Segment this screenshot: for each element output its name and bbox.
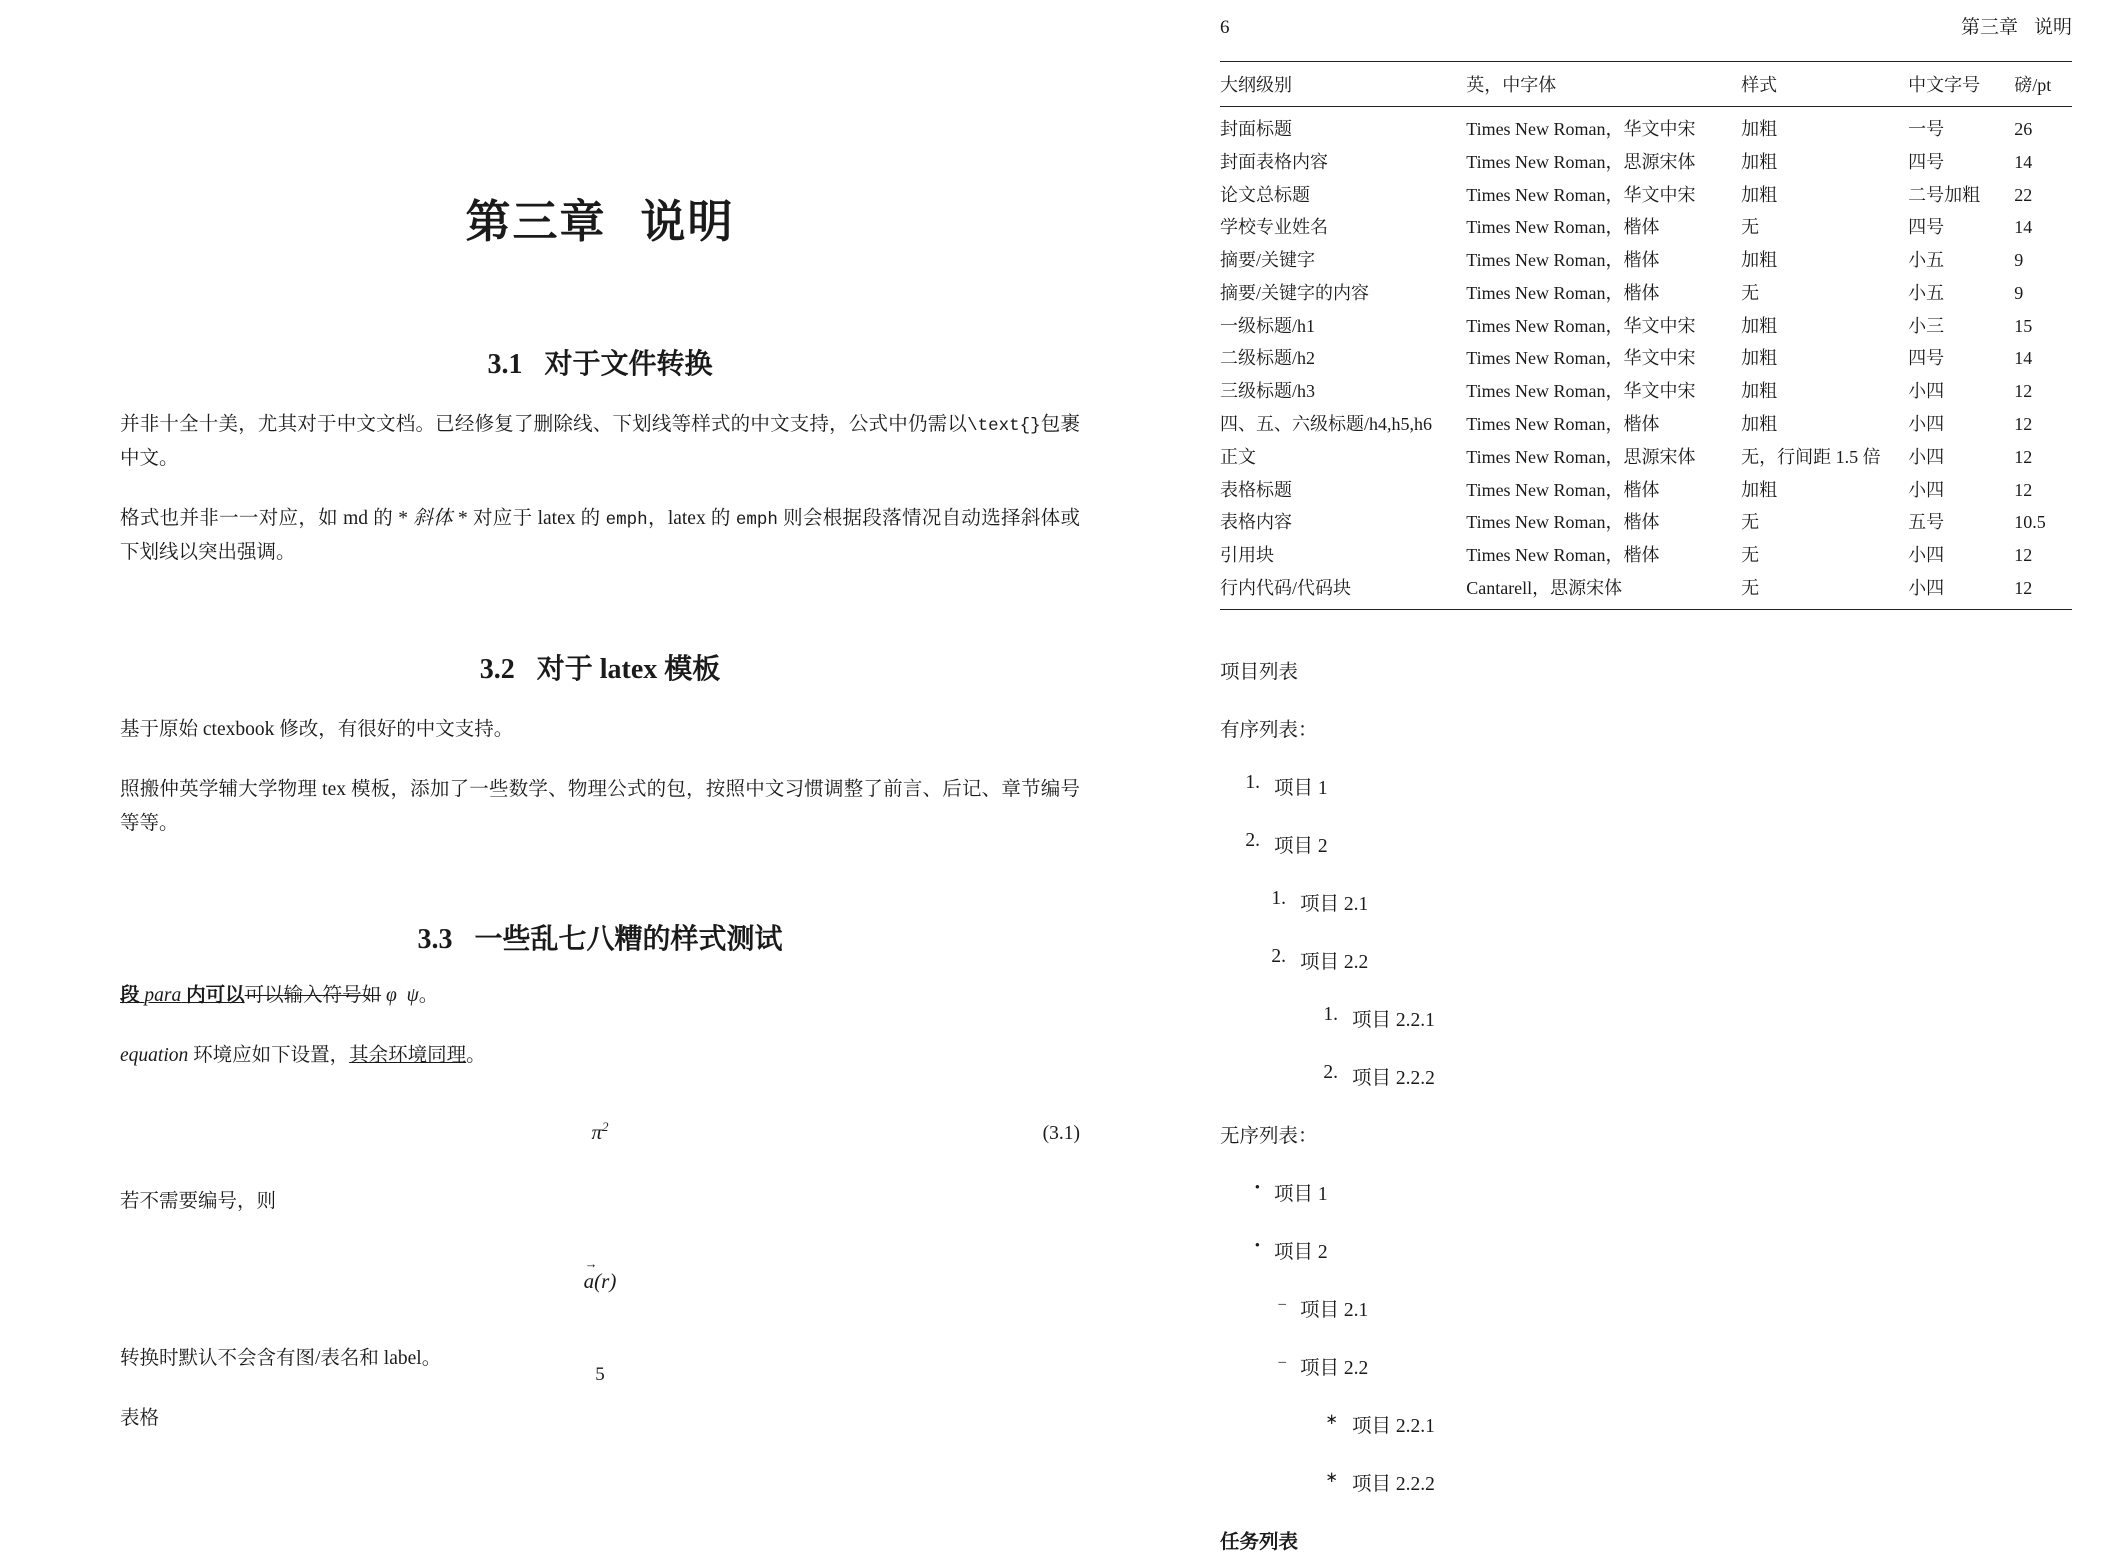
list-item-label: 项目 2.2 [1300,951,1369,973]
table-cell: Times New Roman，华文中宋 [1466,119,1696,139]
list-marker: 1. [1245,771,1260,793]
list-marker: 1. [1271,887,1286,909]
table-cell: 加粗 [1741,119,1778,139]
styles-table-body [1220,107,2072,610]
column-header: 样式 [1741,62,1908,107]
list-item [1298,1004,2072,1032]
equation-block-1 [120,1119,1080,1159]
table-cell: 小五 [1908,282,1945,303]
list-marker: 2. [1323,1061,1338,1083]
table-cell: 加粗 [1741,184,1778,205]
environment-name: equation [120,1045,189,1066]
list-marker: 2. [1271,945,1286,967]
list-item-label: 项目 2.2.2 [1352,1067,1435,1089]
list-item [1298,1062,2072,1090]
strikethrough-text: 可以输入符号如 [244,984,382,1006]
table-cell: 14 [2014,151,2033,172]
paragraph-text: 格式也并非一一对应，如 md 的 [120,508,399,530]
table-cell: Cantarell，思源宋体 [1466,577,1623,598]
table-row [1220,538,2072,571]
running-header-title [1961,12,2072,39]
list-item-label: 项目 2.2.2 [1352,1473,1435,1495]
table-cell: 12 [2014,446,2033,467]
table-cell: 12 [2014,545,2033,566]
table-cell: Times New Roman，楷体 [1466,217,1660,238]
column-header: 中文字号 [1908,62,2014,107]
list-item-label: 项目 1 [1274,777,1328,799]
table-row [1220,407,2072,440]
list-marker: ∗ [1325,1411,1338,1428]
table-row [1220,472,2072,505]
paragraph-text: 则会根据段落情况自动选择斜体或下划线以突出强调。 [120,508,1080,564]
table-cell: Times New Roman，楷体 [1466,282,1660,303]
table-cell: 五号 [1908,512,1945,533]
table-cell: 15 [2014,315,2033,336]
symbol-phi: φ [386,984,397,1006]
list-item [1220,1236,2072,1264]
table-cell: Times New Roman，华文中宋 [1466,184,1696,205]
table-cell: 10.5 [2014,512,2046,533]
list-item-label: 项目 2.2.1 [1352,1009,1435,1031]
table-cell: 引用块 [1220,545,1274,566]
paragraph-3-1-1 [120,408,1080,476]
list-marker: • [1254,1237,1260,1254]
table-row [1220,144,2072,177]
ordered-list [1220,772,2072,1090]
unordered-list [1220,1178,2072,1496]
list-marker: • [1254,1179,1260,1196]
table-row [1220,505,2072,538]
table-cell: 无 [1741,577,1760,598]
table-cell: Times New Roman，楷体 [1466,512,1660,533]
table-row [1220,177,2072,210]
table-row [1220,243,2072,276]
table-cell: 三级标题/h3 [1220,381,1316,402]
table-cell: 加粗 [1741,414,1778,435]
table-cell: 学校专业姓名 [1220,217,1328,238]
table-cell: 四、五、六级标题/h4,h5,h6 [1220,414,1433,435]
list-item-label: 项目 2.1 [1300,1299,1369,1321]
paragraph-text: 包裹中文。 [120,414,1080,470]
table-cell: 14 [2014,348,2033,369]
table-cell: Times New Roman，思源宋体 [1466,151,1696,172]
table-cell: Times New Roman，华文中宋 [1466,348,1696,369]
table-cell: 四号 [1908,348,1945,369]
table-row [1220,107,2072,145]
list-item-label: 项目 1 [1274,1183,1328,1205]
list-section-heading: 项目列表 [1220,661,1299,683]
section-heading-3-3 [120,917,1080,957]
list-item [1220,772,2072,800]
column-header: 大纲级别 [1220,62,1466,107]
equation-body [120,1119,1080,1145]
list-marker: ∗ [1325,1469,1338,1486]
table-cell: 小四 [1908,577,1945,598]
column-header: 磅/pt [2014,62,2072,107]
table-row [1220,374,2072,407]
list-item [1246,888,2072,916]
list-item-label: 项目 2 [1274,835,1328,857]
table-cell: 无 [1741,282,1760,303]
list-item [1246,1294,2072,1322]
table-cell: 加粗 [1741,151,1778,172]
paragraph-3-3-3: 若不需要编号，则 [120,1191,277,1213]
table-cell: Times New Roman，楷体 [1466,545,1660,566]
table-row [1220,276,2072,309]
page-number-left: 5 [595,1364,605,1385]
asterisk-glyph: * [458,508,468,530]
list-item [1298,1468,2072,1496]
section-number: 3.1 [487,349,523,380]
table-cell: 9 [2014,282,2024,303]
table-cell: 小五 [1908,250,1945,271]
table-cell: 22 [2014,184,2033,205]
inline-code: emph [605,510,648,531]
table-header-row [1220,62,2072,107]
list-item [1298,1410,2072,1438]
section-number: 3.3 [417,923,453,955]
section-heading-3-2 [120,647,1080,687]
page-right [1200,0,2112,1553]
table-cell: Times New Roman，思源宋体 [1466,446,1696,467]
styles-table [1220,61,2072,610]
unordered-list-label: 无序列表： [1220,1125,1318,1147]
table-cell: 小四 [1908,446,1945,467]
table-cell: Times New Roman，楷体 [1466,414,1660,435]
list-marker: – [1278,1295,1286,1312]
bold-underline-text: 段 [120,984,140,1006]
running-header-chapter: 第三章 [1960,17,2018,38]
table-cell: 一号 [1908,119,1945,139]
list-marker: 2. [1245,829,1260,851]
table-cell: 12 [2014,381,2033,402]
equation-number: (3.1) [1042,1123,1080,1145]
section-heading-3-1 [120,342,1080,382]
table-cell: 二级标题/h2 [1220,348,1316,369]
list-marker: – [1278,1353,1286,1370]
list-item-label: 项目 2.1 [1300,893,1369,915]
table-cell: 摘要/关键字 [1220,250,1316,271]
page-number-right: 6 [1220,17,1230,38]
table-cell: Times New Roman，华文中宋 [1466,381,1696,402]
list-item [1220,830,2072,858]
table-cell: 四号 [1908,151,1945,172]
table-cell: 表格内容 [1220,512,1292,533]
styles-table-head [1220,62,2072,107]
table-row [1220,210,2072,243]
table-cell: 无 [1741,512,1760,533]
equation-vector-a: → a(r) [584,1269,617,1293]
lists-section [1220,656,2072,1554]
chapter-title-name: 说明 [640,197,735,247]
emphasis-text: 斜体 [408,508,459,530]
table-cell: 加粗 [1741,381,1778,402]
list-item-label: 项目 2.2.1 [1352,1415,1435,1437]
table-cell: Times New Roman，楷体 [1466,250,1660,271]
paragraph-3-3-5: 表格 [120,1408,160,1430]
paragraph-text: 。 [466,1045,486,1066]
table-cell: 二号加粗 [1908,184,1981,205]
paragraph-3-2-2: 照搬仲英学辅大学物理 tex 模板，添加了一些数学、物理公式的包，按照中文习惯调整了前言、后记、章节编号等等。 [120,778,1080,834]
table-cell: 小四 [1908,381,1945,402]
paragraph-3-3-2 [120,1039,1080,1073]
table-cell: 一级标题/h1 [1220,315,1316,336]
paragraph-text: 环境应如下设置， [188,1045,350,1066]
table-row [1220,308,2072,341]
ordered-list-label: 有序列表： [1220,719,1318,741]
column-header: 英，中字体 [1466,62,1741,107]
list-item [1246,1352,2072,1380]
list-item [1246,946,2072,974]
section-title: 对于文件转换 [544,349,713,380]
table-cell: 小三 [1908,315,1945,336]
equation-pi: π [591,1120,603,1145]
table-cell: 12 [2014,414,2033,435]
table-cell: 14 [2014,217,2033,238]
table-cell: 无 [1741,545,1760,566]
table-cell: 封面标题 [1220,119,1292,139]
table-cell: 封面表格内容 [1220,151,1328,172]
table-cell: 四号 [1908,217,1945,238]
table-cell: 论文总标题 [1220,184,1310,205]
asterisk-glyph: * [398,508,408,530]
table-row [1220,439,2072,472]
paragraph-3-2-1: 基于原始 ctexbook 修改，有很好的中文支持。 [120,718,514,740]
section-title: 一些乱七八糟的样式测试 [474,923,783,955]
paragraph-text: 。 [418,984,439,1006]
table-cell: 摘要/关键字的内容 [1220,282,1370,303]
table-cell: 加粗 [1741,348,1778,369]
paragraph-3-1-2 [120,502,1080,570]
list-marker: 1. [1323,1003,1338,1025]
table-row [1220,571,2072,610]
table-cell: 小四 [1908,479,1945,500]
table-cell: 12 [2014,577,2033,598]
table-cell: Times New Roman，楷体 [1466,479,1660,500]
symbol-psi: ψ [406,984,419,1006]
inline-code: \text{} [967,416,1041,436]
table-cell: 无 [1741,217,1760,238]
task-list-label: 任务列表 [1220,1531,1299,1553]
running-header-name: 说明 [2033,17,2072,38]
running-header [1220,0,2072,39]
table-cell: 小四 [1908,545,1945,566]
table-cell: Times New Roman，华文中宋 [1466,315,1696,336]
table-cell: 加粗 [1741,250,1778,271]
paragraph-3-3-4: 转换时默认不会含有图/表名和 label。 [120,1348,442,1370]
table-cell: 行内代码/代码块 [1220,577,1352,598]
chapter-title-number: 第三章 [465,197,607,247]
table-cell: 12 [2014,479,2033,500]
table-cell: 加粗 [1741,315,1778,336]
section-number: 3.2 [479,653,515,685]
table-cell: 9 [2014,250,2024,271]
paragraph-text: 对应于 latex 的 [467,508,606,530]
list-item-label: 项目 2 [1274,1241,1328,1263]
equation-exponent: 2 [602,1119,609,1135]
table-cell: 无，行间距 1.5 倍 [1741,446,1881,467]
list-item-label: 项目 2.2 [1300,1357,1369,1379]
paragraph-text: 并非十全十美，尤其对于中文文档。已经修复了删除线、下划线等样式的中文支持，公式中仍需以 [120,414,968,435]
table-cell: 正文 [1220,446,1256,467]
equation-block-2 [120,1269,1080,1294]
italic-underline-text: para [144,984,182,1006]
underline-text: 其余环境同理 [349,1045,467,1066]
table-cell: 小四 [1908,414,1945,435]
table-cell: 加粗 [1741,479,1778,500]
table-cell: 表格标题 [1220,479,1292,500]
section-title: 对于 latex 模板 [536,653,721,685]
list-item [1220,1178,2072,1206]
paragraph-text: ，latex 的 [647,508,736,530]
table-cell: 26 [2014,119,2033,139]
bold-underline-text: 内可以 [186,984,245,1006]
chapter-title [120,185,1080,250]
table-row [1220,341,2072,374]
paragraph-3-3-1 [120,979,1080,1013]
inline-code: emph [735,510,778,531]
